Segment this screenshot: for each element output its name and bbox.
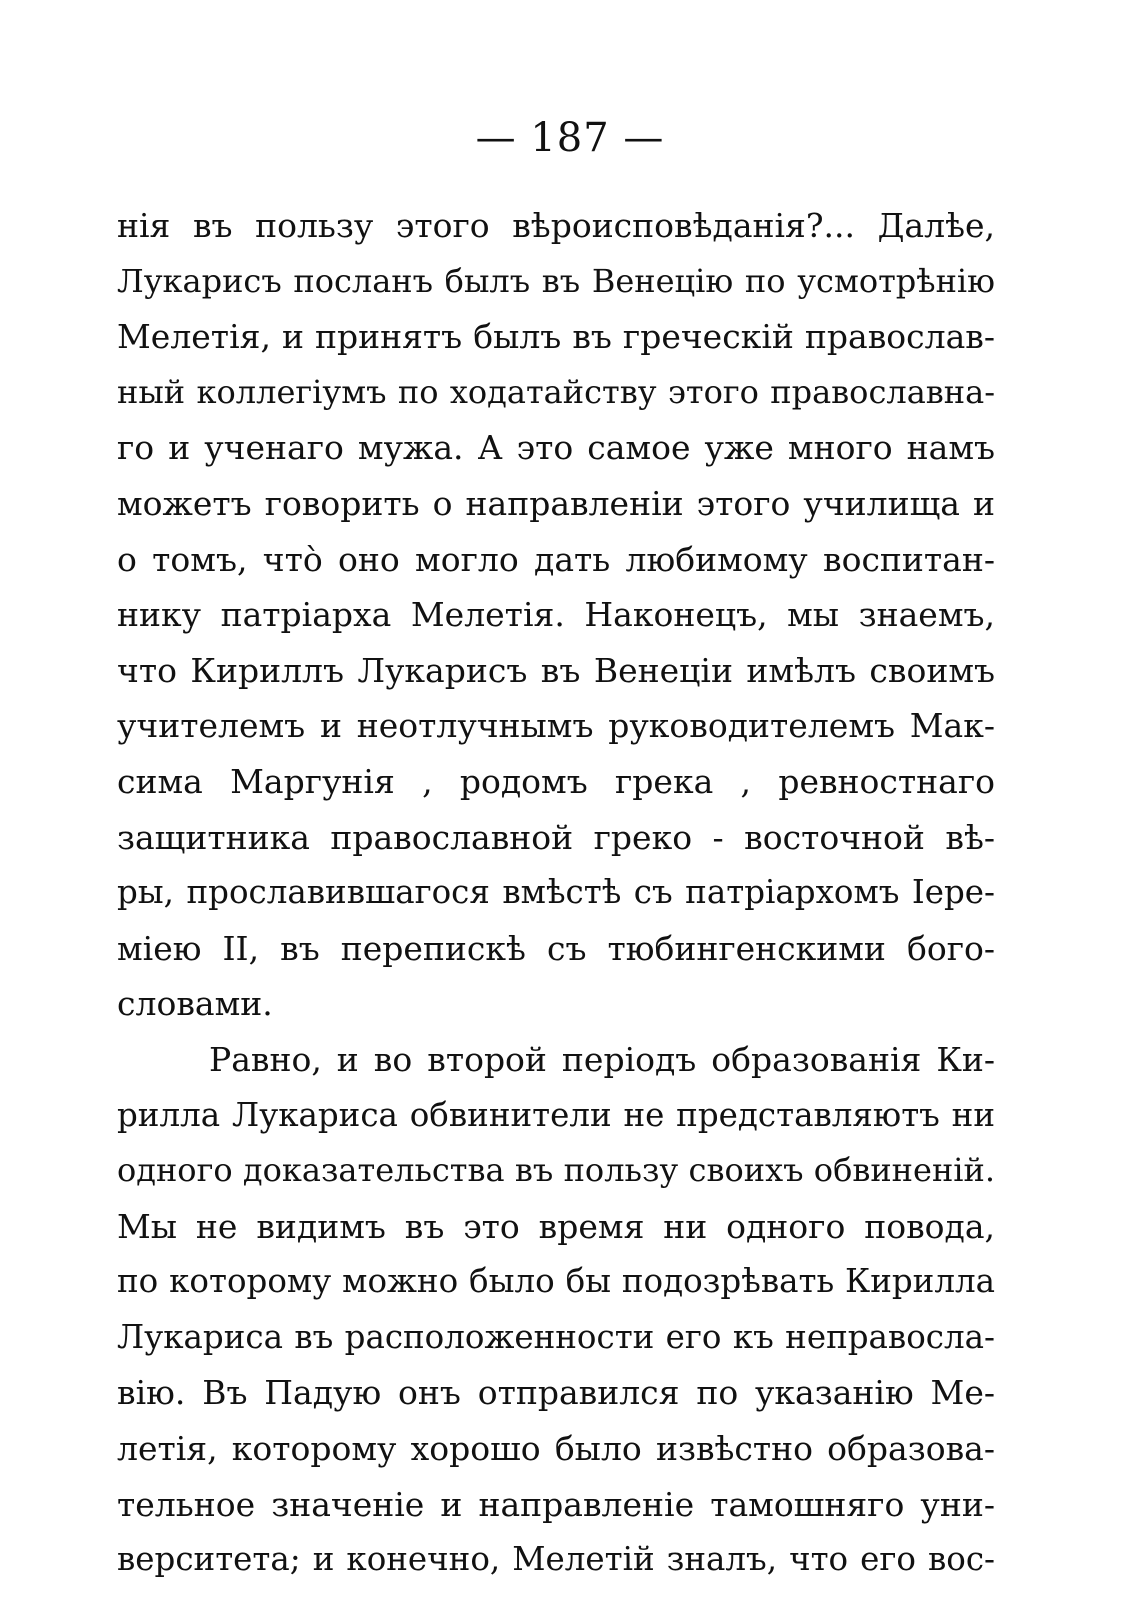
text-line: го и ученаго мужа. А это самое уже много намъ [117,428,995,468]
text-line: Лукарисъ посланъ былъ въ Венецію по усмотрѣнію [117,261,995,300]
text-line: ры, прославившагося вмѣстѣ съ патріархомъ Іере- [117,873,995,912]
body-text [117,198,995,1588]
text-line: Лукариса въ расположенности его къ неправосла- [117,1317,995,1356]
text-line: Равно, и во второй періодъ образованія Ки- [209,1039,995,1079]
text-line: рилла Лукариса обвинители не представляютъ ни [117,1095,995,1134]
text-line: словами. [117,984,273,1024]
text-line: тельное значеніе и направленіе тамошняго уни- [117,1484,995,1524]
text-line: по которому можно было бы подозрѣвать Кирилла [117,1262,995,1301]
text-line: Мы не видимъ въ это время ни одного повода, [117,1206,995,1246]
text-line: одного доказательства въ пользу своихъ обвиненій. [117,1151,995,1190]
text-line: о томъ, что̀ оно могло дать любимому воспитан- [117,539,995,579]
text-line: Мелетія, и принятъ былъ въ греческій православ- [117,317,995,357]
text-line: можетъ говорить о направленіи этого училища и [117,483,995,523]
text-line: вію. Въ Падую онъ отправился по указанію Ме- [117,1373,995,1413]
text-line: летія, которому хорошо было извѣстно образова- [117,1429,995,1469]
text-line: міею II, въ перепискѣ съ тюбингенскими бого- [117,928,995,968]
paragraph-2 [117,1032,995,1588]
text-line: нія въ пользу этого вѣроисповѣданія?... Далѣе, [117,206,995,245]
text-line: верситета; и конечно, Мелетій зналъ, что его вос- [117,1540,995,1579]
text-line: учителемъ и неотлучнымъ руководителемъ Мак- [117,706,995,746]
page-number: — 187 — [475,115,665,161]
paragraph-1 [117,198,995,1032]
text-line: ный коллегіумъ по ходатайству этого православна- [117,372,995,411]
text-line: сима Маргунія , родомъ грека , ревностнаго [117,761,995,801]
text-line: нику патріарха Мелетія. Наконецъ, мы знаемъ, [117,595,995,635]
text-line: защитника православной греко - восточной вѣ- [117,817,995,857]
text-line: что Кириллъ Лукарисъ въ Венеціи имѣлъ своимъ [117,650,995,690]
